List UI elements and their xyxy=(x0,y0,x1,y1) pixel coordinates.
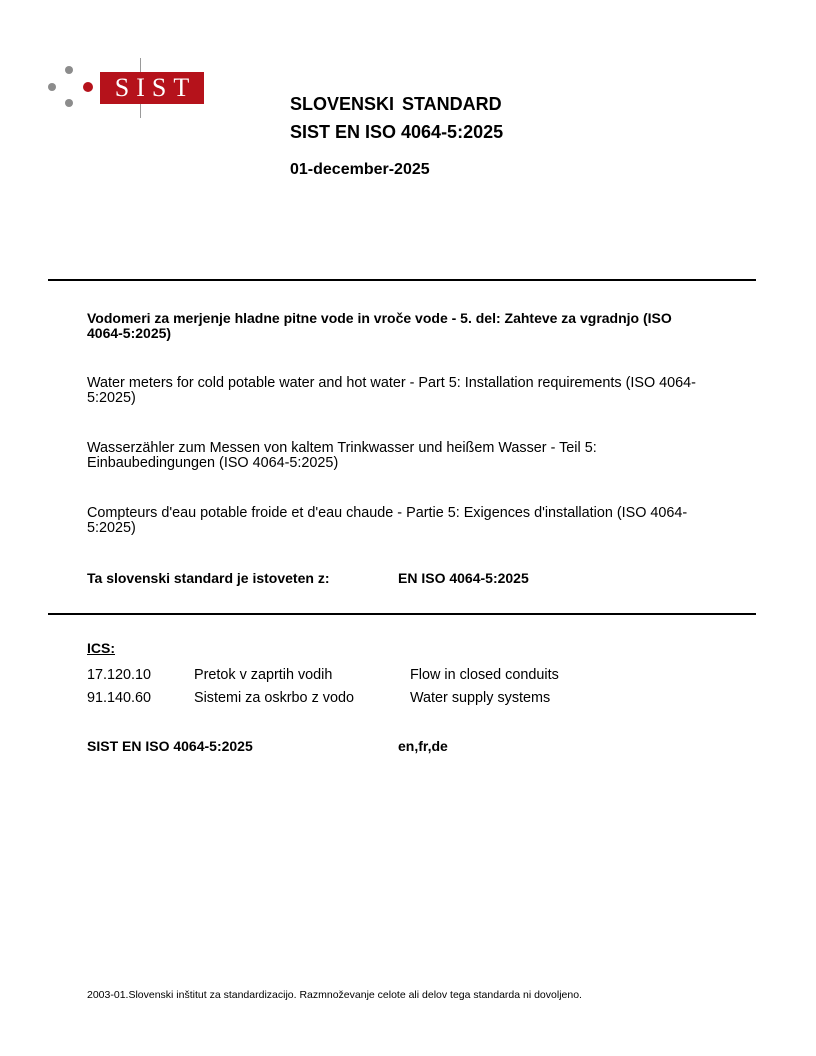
ics-description-en: Flow in closed conduits xyxy=(410,667,559,683)
identical-value: EN ISO 4064-5:2025 xyxy=(398,570,529,586)
ics-description-sl: Pretok v zaprtih vodih xyxy=(194,667,333,683)
title-slovenian: Vodomeri za merjenje hladne pitne vode in vroče vode - 5. del: Zahteve za vgradnjo (ISO 4064-5:2025) xyxy=(87,310,672,341)
title-french: Compteurs d'eau potable froide et d'eau chaude - Partie 5: Exigences d'installation (ISO 4064-5:2025) xyxy=(87,505,688,536)
standard-date: 01-december-2025 xyxy=(290,161,430,178)
standard-number: SIST EN ISO 4064-5:2025 xyxy=(290,122,504,142)
logo-dot-accent xyxy=(83,82,93,92)
ics-description-en: Water supply systems xyxy=(410,690,551,706)
sist-logo: SIST xyxy=(100,72,204,104)
top-divider xyxy=(48,279,756,281)
standard-heading: SLOVENSKI STANDARD xyxy=(290,94,502,114)
logo-dot xyxy=(48,83,56,91)
identical-label: Ta slovenski standard je istoveten z: xyxy=(87,570,330,586)
footer-languages: en,fr,de xyxy=(398,738,448,754)
ics-label: ICS: xyxy=(87,640,115,656)
bottom-divider xyxy=(48,613,756,615)
footer-standard-id: SIST EN ISO 4064-5:2025 xyxy=(87,738,253,754)
copyright-notice: 2003-01.Slovenski inštitut za standardizacijo. Razmnoževanje celote ali delov tega standarda ni dovoljeno. xyxy=(87,989,582,1001)
ics-code: 17.120.10 xyxy=(87,667,152,683)
title-english: Water meters for cold potable water and hot water - Part 5: Installation requirements (ISO 4064-5:2025) xyxy=(87,375,696,406)
title-german: Wasserzähler zum Messen von kaltem Trinkwasser und heißem Wasser - Teil 5: Einbaubedingungen (ISO 4064-5:2025) xyxy=(87,440,597,471)
logo-dots xyxy=(45,66,95,110)
ics-code: 91.140.60 xyxy=(87,690,152,706)
logo-dot xyxy=(65,66,73,74)
logo-dot xyxy=(65,99,73,107)
ics-description-sl: Sistemi za oskrbo z vodo xyxy=(194,690,354,706)
